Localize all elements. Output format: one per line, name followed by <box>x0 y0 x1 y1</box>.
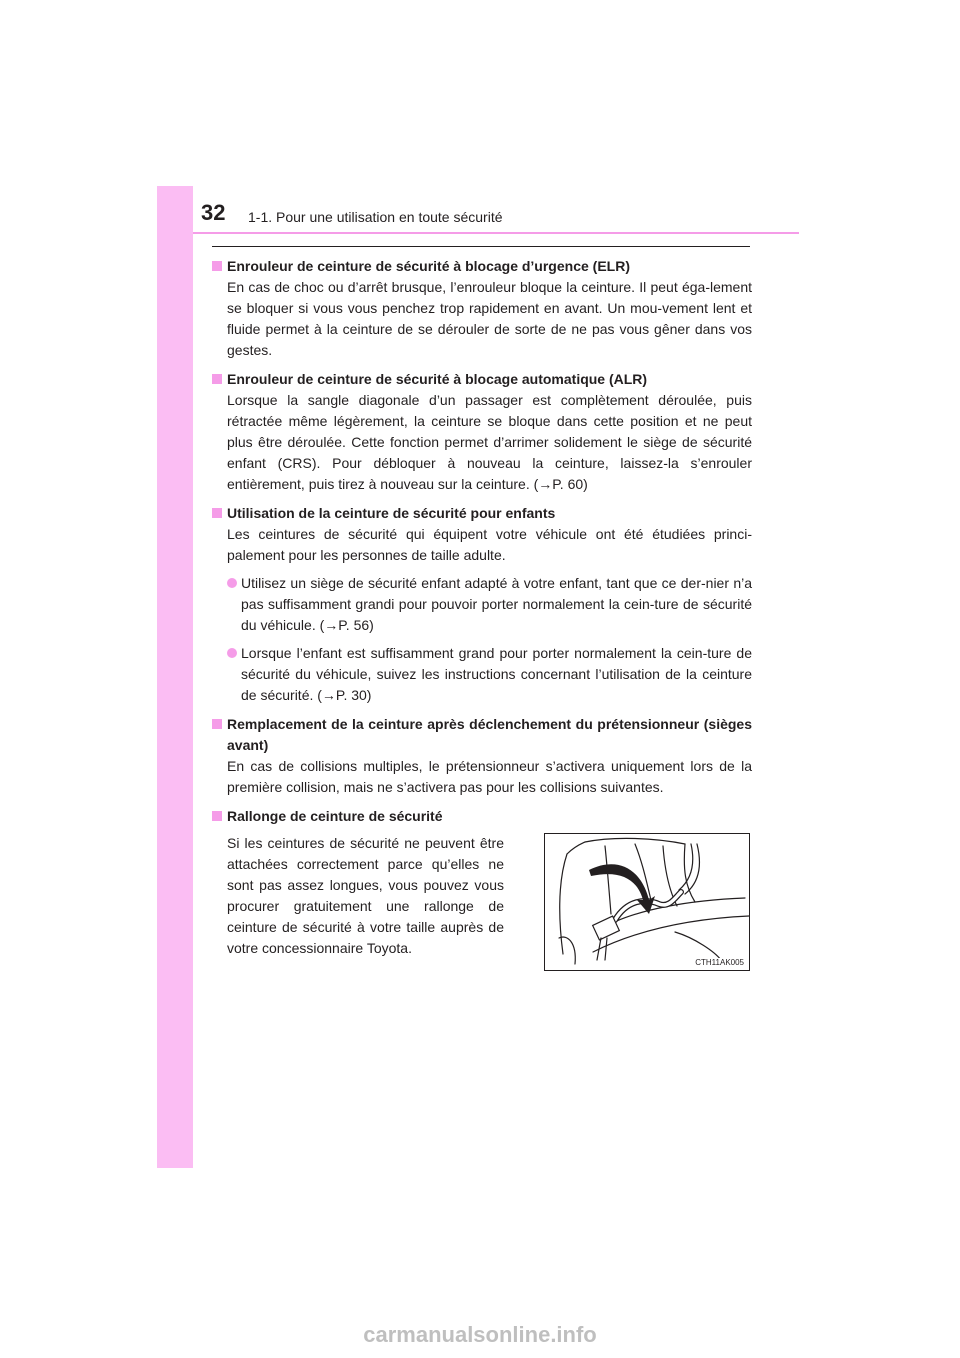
square-bullet-icon <box>212 508 222 518</box>
square-bullet-icon <box>212 811 222 821</box>
round-bullet-icon <box>227 648 237 658</box>
section-text: Lorsque la sangle diagonale d’un passager est complètement déroulée, puis rétractée même légèrement, la ceinture se bloque dans cette position et ne peut plus être déroulée. Cette fonction permet d’arrimer solidement le siège de sécurité enfant (CRS). Pour débloquer à nouveau la ceinture, laissez-la s’enrouler entièrement, puis tirez à nouveau sur la ceinture. (→P. 60) <box>227 392 752 492</box>
section-text: Si les ceintures de sécurité ne peuvent être attachées correctement parce qu’elles ne sont pas assez longues, vous pouvez vous procurer gratuitement une rallonge de ceinture de sécurité à votre taille auprès de votre concessionnaire Toyota. <box>227 835 504 956</box>
square-bullet-icon <box>212 719 222 729</box>
section-text: En cas de choc ou d’arrêt brusque, l’enrouleur bloque la ceinture. Il peut éga-lement se bloquer si vous vous penchez trop rapidement en avant. Un mou-vement lent et fluide permet à la ceinture de se dérouler de sorte de ne pas vous gêner dans vos gestes. <box>227 279 752 358</box>
seat-illustration-icon <box>545 834 749 970</box>
extender-body <box>212 833 752 971</box>
square-bullet-icon <box>212 374 222 384</box>
section-heading: Rallonge de ceinture de sécurité <box>212 806 752 827</box>
section-extender <box>212 806 752 971</box>
square-bullet-icon <box>212 261 222 271</box>
section-heading: Enrouleur de ceinture de sécurité à blocage d’urgence (ELR) <box>212 256 752 277</box>
section-alr <box>212 369 752 495</box>
section-heading: Remplacement de la ceinture après déclenchement du prétensionneur (sièges avant) <box>212 714 752 756</box>
section-children <box>212 503 752 706</box>
breadcrumb: 1-1. Pour une utilisation en toute sécurité <box>248 209 503 225</box>
section-heading: Enrouleur de ceinture de sécurité à blocage automatique (ALR) <box>212 369 752 390</box>
figure-code: CTH11AK005 <box>695 958 744 967</box>
page-content <box>212 256 752 979</box>
chapter-sidebar-tab <box>157 186 193 1168</box>
section-elr <box>212 256 752 361</box>
round-bullet-icon <box>227 578 237 588</box>
section-heading: Utilisation de la ceinture de sécurité pour enfants <box>212 503 752 524</box>
watermark: carmanualsonline.info <box>363 1322 597 1347</box>
section-text: En cas de collisions multiples, le prétensionneur s’activera uniquement lors de la première collision, mais ne s’activera pas pour les collisions suivantes. <box>227 758 752 795</box>
seatbelt-extender-illustration <box>544 833 750 971</box>
page-number: 32 <box>201 200 226 225</box>
section-pretensioner <box>212 714 752 798</box>
header-rule <box>193 232 799 234</box>
list-item: Lorsque l’enfant est suffisamment grand pour porter normalement la cein-ture de sécurité du véhicule, suivez les instructions concernant l’utilisation de la ceinture de sécurité. (→P. 30) <box>212 643 752 706</box>
list-item: Utilisez un siège de sécurité enfant adapté à votre enfant, tant que ce der-nier n’a pas suffisamment grandi pour pouvoir porter normalement la cein-ture de sécurité du véhicule. (→P. 56) <box>212 573 752 636</box>
content-rule <box>212 246 750 247</box>
section-text: Les ceintures de sécurité qui équipent votre véhicule ont été étudiées princi-palement pour les personnes de taille adulte. <box>227 526 752 563</box>
